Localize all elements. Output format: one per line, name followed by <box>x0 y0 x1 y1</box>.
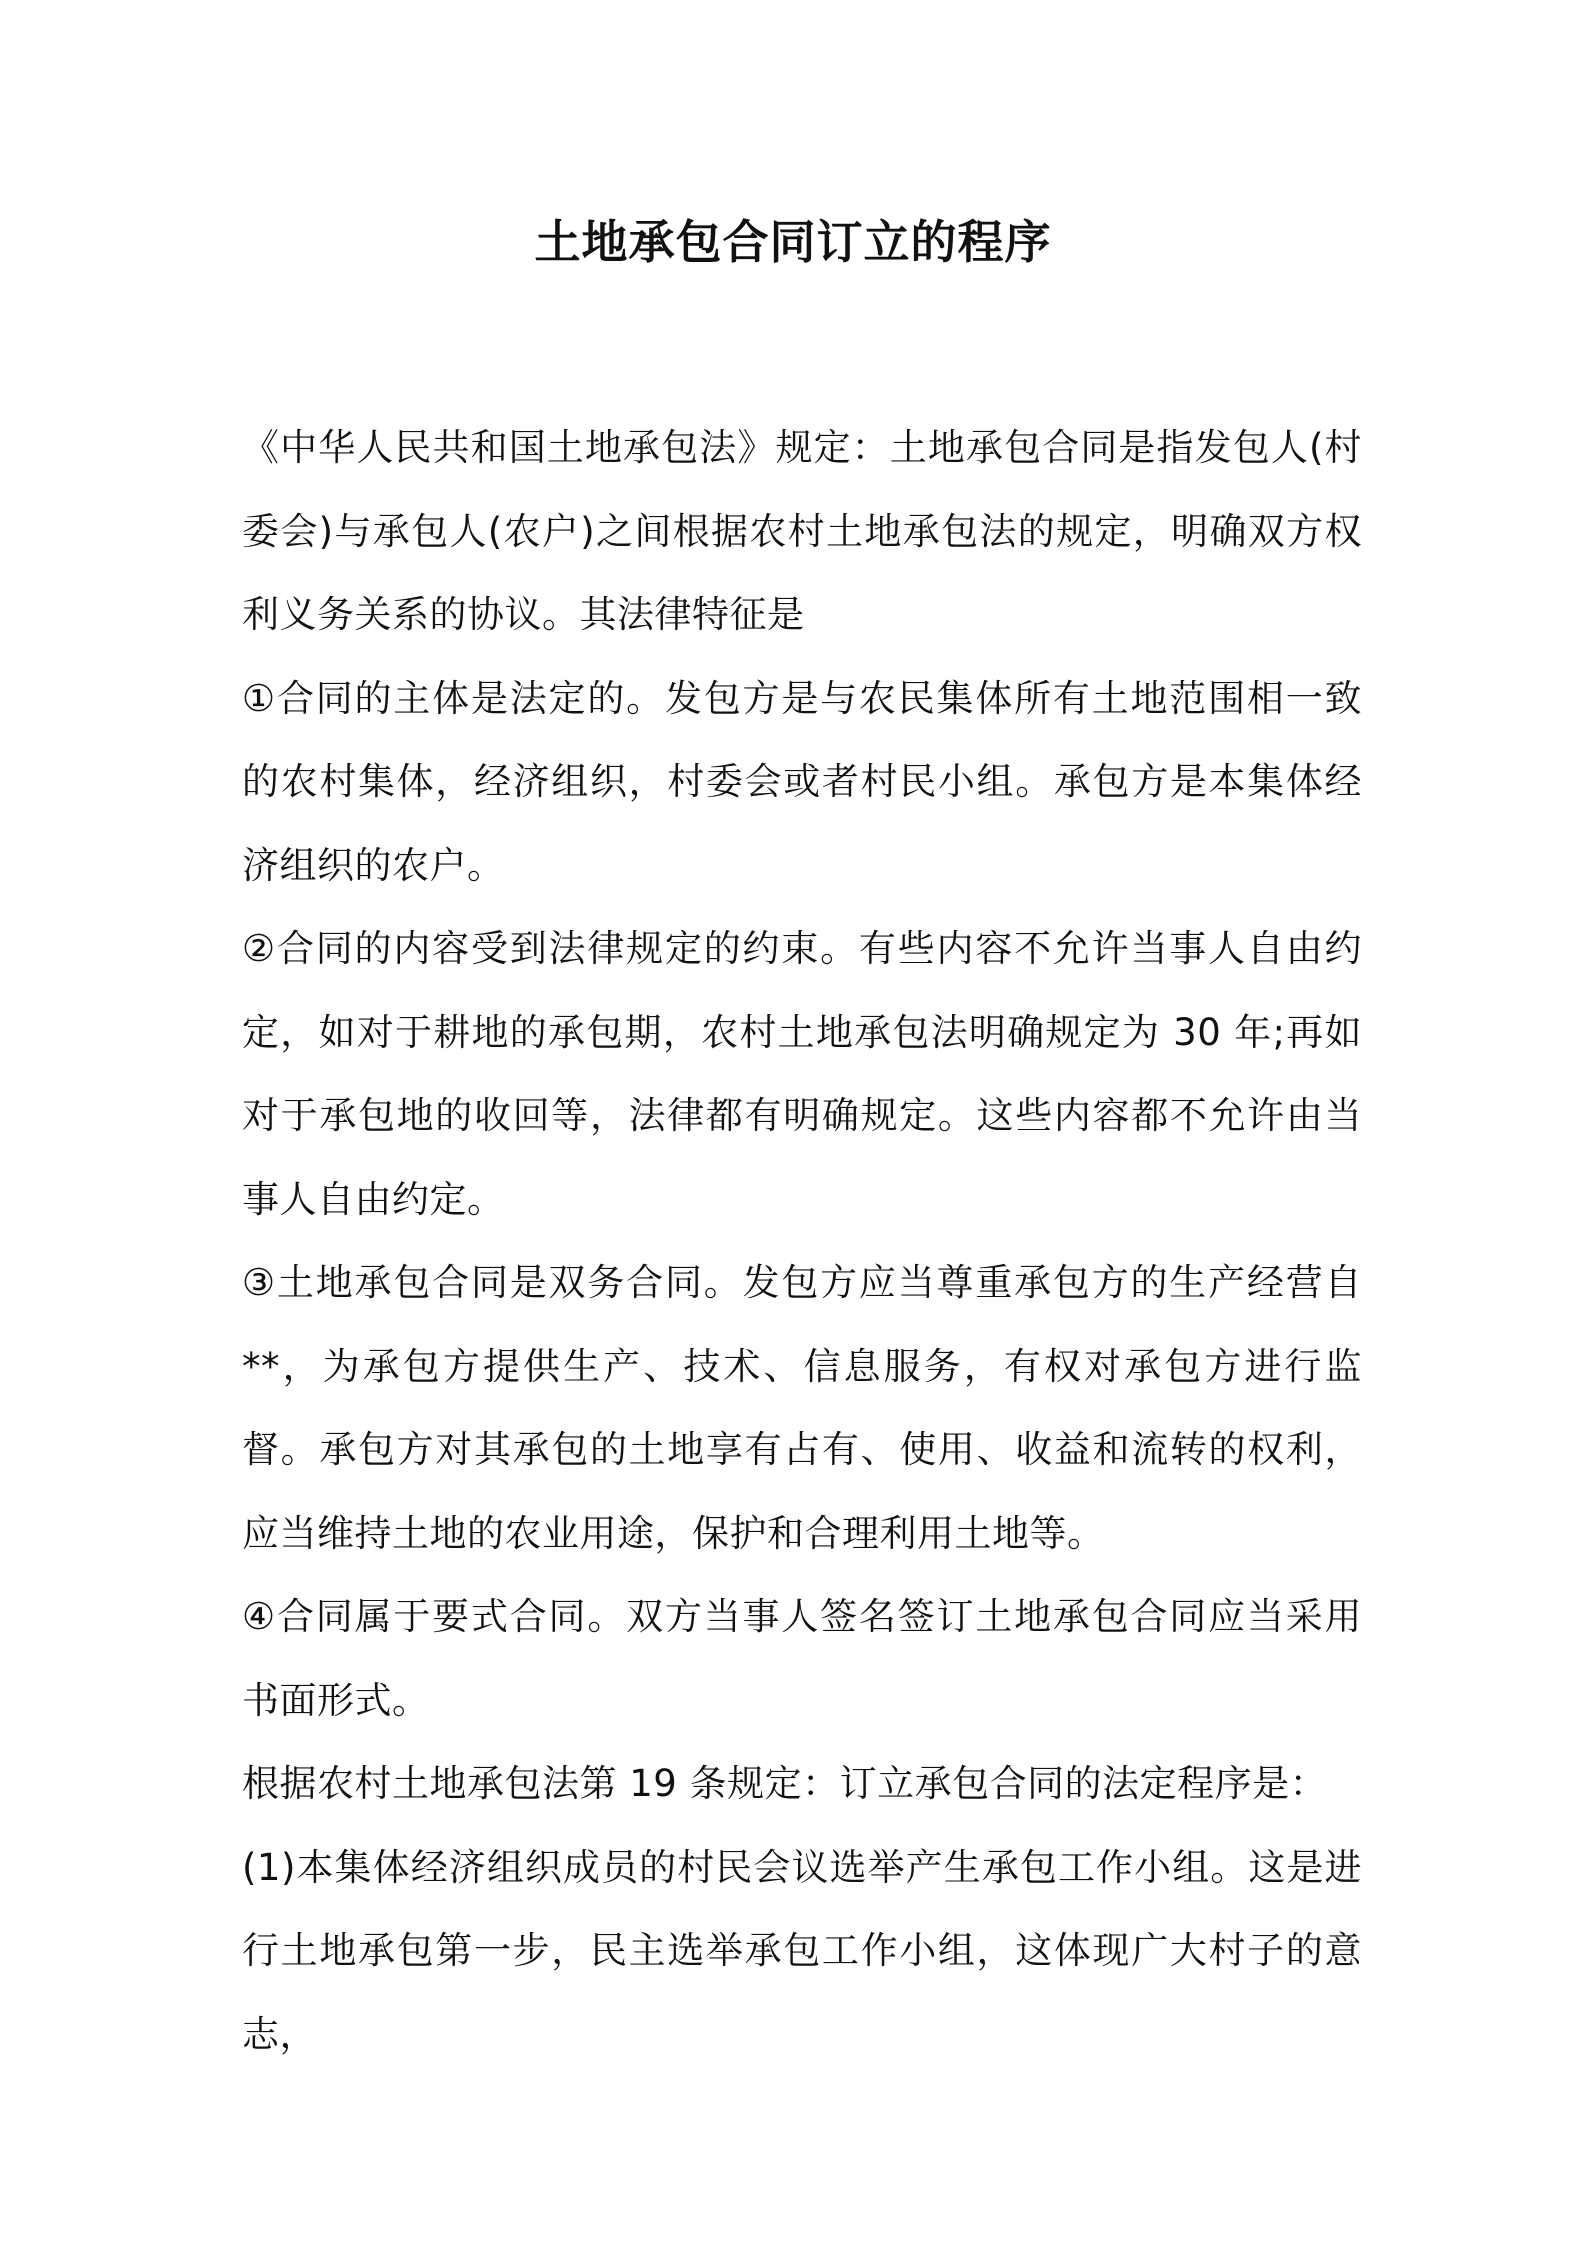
document-body <box>242 406 1362 2076</box>
paragraph-procedure-step-1: (1)本集体经济组织成员的村民会议选举产生承包工作小组。这是进行土地承包第一步，民主选举承包工作小组，这体现广大村子的意志， <box>242 1845 1362 2056</box>
paragraph-intro: 《中华人民共和国土地承包法》规定：土地承包合同是指发包人(村委会)与承包人(农户)之间根据农村土地承包法的规定，明确双方权利义务关系的协议。其法律特征是 <box>242 426 1362 636</box>
paragraph-feature-1: ①合同的主体是法定的。发包方是与农民集体所有土地范围相一致的农村集体，经济组织，村委会或者村民小组。承包方是本集体经济组织的农户。 <box>242 676 1362 887</box>
document-title: 土地承包合同订立的程序 <box>534 215 1052 269</box>
paragraph-feature-2: ②合同的内容受到法律规定的约束。有些内容不允许当事人自由约定，如对于耕地的承包期，农村土地承包法明确规定为 30 年;再如对于承包地的收回等，法律都有明确规定。这些内容都不允许由当事人自由约定。 <box>242 927 1362 1221</box>
paragraph-procedure-intro: 根据农村土地承包法第 19 条规定：订立承包合同的法定程序是： <box>242 1762 1328 1805</box>
paragraph-feature-4: ④合同属于要式合同。双方当事人签名签订土地承包合同应当采用书面形式。 <box>242 1595 1362 1722</box>
paragraph-feature-3: ③土地承包合同是双务合同。发包方应当尊重承包方的生产经营自**，为承包方提供生产、技术、信息服务，有权对承包方进行监督。承包方对其承包的土地享有占有、使用、收益和流转的权利，应当维持土地的农业用途，保护和合理利用土地等。 <box>242 1261 1362 1555</box>
